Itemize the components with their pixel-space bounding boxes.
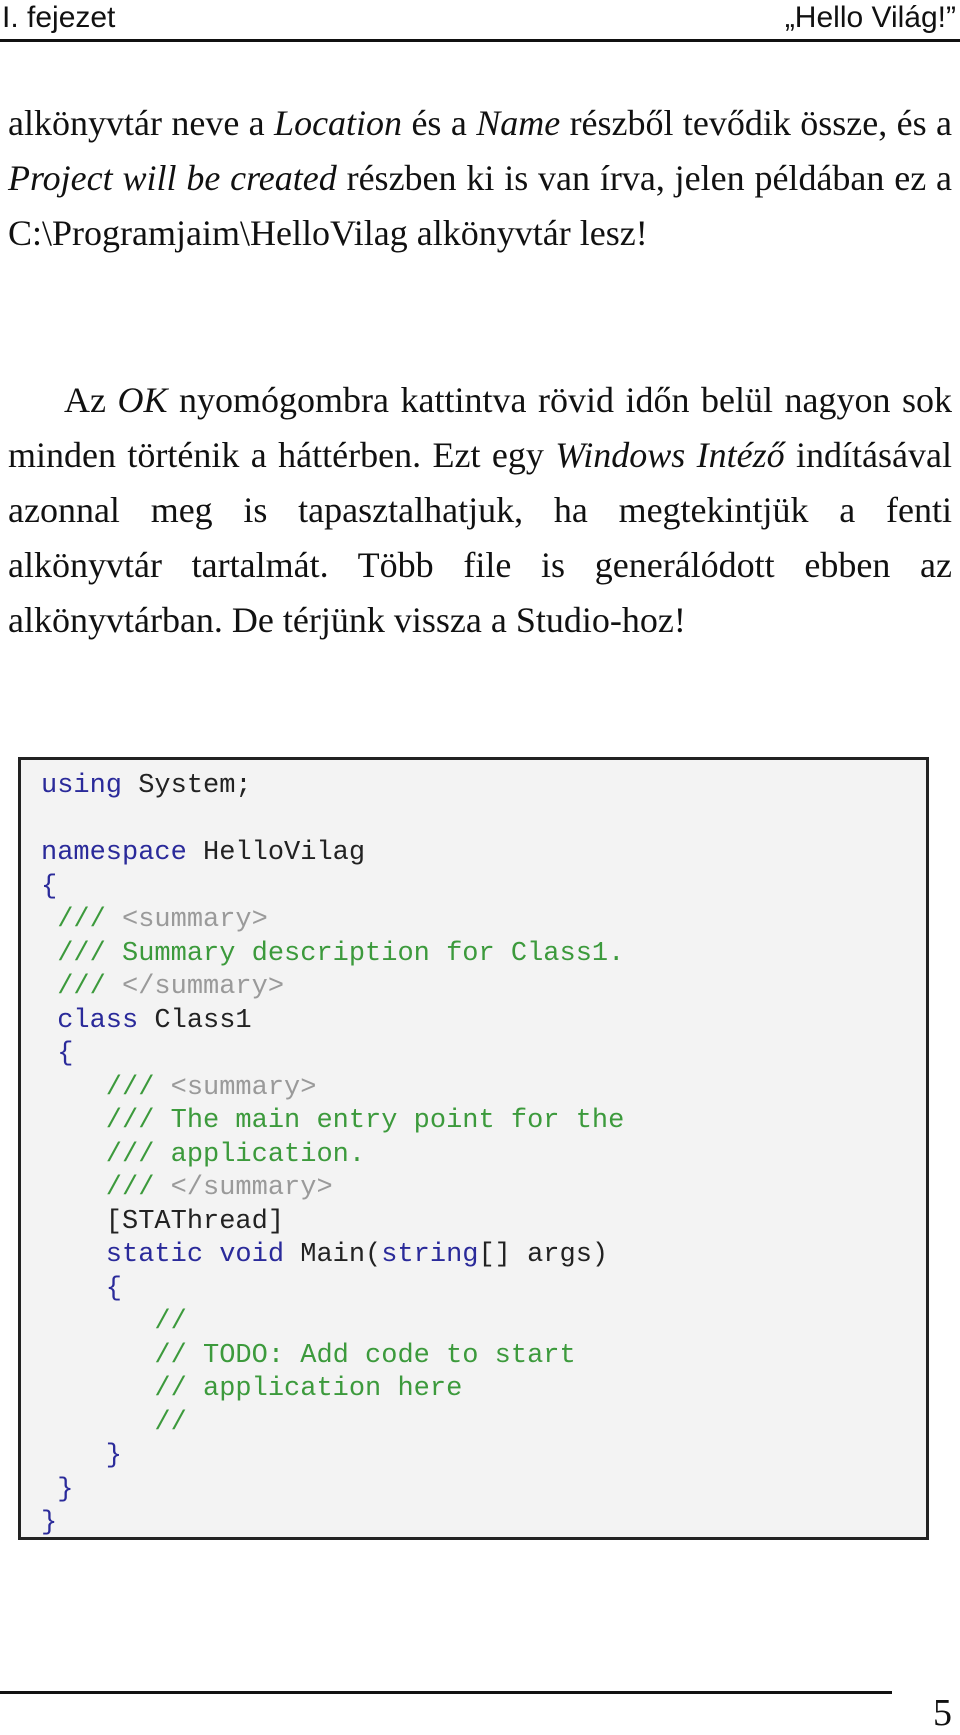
xml-tag: </summary> — [170, 1173, 333, 1203]
comment: /// — [41, 1072, 171, 1103]
comment: /// — [41, 1139, 171, 1170]
chapter-label: I. fejezet — [2, 1, 116, 34]
comment: /// — [41, 972, 123, 1002]
keyword: class — [41, 1005, 139, 1036]
code-line — [41, 1407, 926, 1441]
code-line — [41, 1340, 926, 1374]
page-header — [0, 0, 960, 42]
comment: // application here — [41, 1374, 463, 1404]
code-text: HelloVilag — [186, 838, 366, 868]
brace: { — [41, 1039, 74, 1069]
paragraph-ok-button — [8, 373, 952, 648]
xml-tag: <summary> — [122, 905, 268, 935]
code-line-blank — [41, 804, 926, 838]
comment: // — [41, 1407, 187, 1438]
comment: /// — [41, 1173, 171, 1203]
comment: Summary description for Class1. — [122, 938, 625, 969]
code-text: Class1 — [138, 1005, 252, 1036]
comment: The main entry point for the — [170, 1106, 625, 1136]
keyword: string — [381, 1240, 479, 1270]
keyword: void — [219, 1240, 285, 1270]
code-line — [41, 1306, 926, 1340]
code-text: System; — [122, 771, 252, 801]
paragraph-location — [8, 96, 952, 261]
code-line — [41, 971, 926, 1005]
comment: /// — [41, 938, 123, 969]
code-listing — [18, 757, 929, 1540]
page-number: 5 — [933, 1692, 952, 1734]
code-line — [41, 837, 926, 871]
code-text — [203, 1240, 219, 1270]
code-line — [41, 871, 926, 905]
italic-term: OK — [117, 380, 168, 420]
code-line — [41, 1139, 926, 1173]
italic-term: Project will be created — [8, 158, 337, 198]
text-run: nyomógombra kattintva rövid időn belül nagyon sok minden történik a háttérben. Ezt egy — [8, 380, 952, 475]
keyword: using — [41, 771, 123, 801]
brace: } — [41, 1441, 123, 1471]
code-line — [41, 1172, 926, 1206]
brace: { — [41, 871, 58, 902]
code-line — [41, 770, 926, 804]
code-line — [41, 1440, 926, 1474]
xml-tag: <summary> — [170, 1072, 317, 1103]
code-line — [41, 1273, 926, 1307]
code-line — [41, 1072, 926, 1106]
code-line — [41, 1373, 926, 1407]
comment: // — [41, 1307, 187, 1337]
code-line — [41, 1507, 926, 1541]
italic-term: Windows Intéző — [555, 435, 785, 475]
keyword: namespace — [41, 838, 187, 868]
xml-tag: </summary> — [122, 972, 285, 1002]
text-run: részből tevődik össze, és a — [560, 103, 952, 143]
chapter-title: „Hello Világ!” — [784, 1, 956, 34]
text-run: alkönyvtár neve a — [8, 103, 275, 143]
code-line — [41, 1239, 926, 1273]
comment: /// — [41, 905, 123, 935]
text-run: és a — [402, 103, 477, 143]
italic-term: Location — [274, 103, 403, 143]
code-line — [41, 1038, 926, 1072]
comment: // TODO: Add code to start — [41, 1340, 576, 1371]
brace: } — [41, 1508, 58, 1538]
text-run: indításával azonnal meg is tapasztalhatjuk, ha megtekintjük a fenti alkönyvtár tartalmát. Több file is generálódott ebben az alkönyvtárban. De térjünk vissza a Studio-hoz! — [8, 435, 952, 640]
code-line — [41, 1474, 926, 1508]
code-line — [41, 904, 926, 938]
text-run: Az — [64, 380, 118, 420]
footer-rule — [0, 1691, 892, 1694]
text-run: részben ki is van írva, jelen példában ez a C:\Programjaim\HelloVilag alkönyvtár lesz! — [8, 158, 953, 253]
italic-term: Name — [476, 103, 561, 143]
code-line — [41, 1005, 926, 1039]
keyword: static — [41, 1240, 204, 1270]
comment: application. — [170, 1139, 366, 1170]
brace: { — [41, 1273, 123, 1304]
attribute: [STAThread] — [41, 1206, 285, 1237]
code-text: Main( — [284, 1240, 382, 1270]
code-line — [41, 938, 926, 972]
code-text: [] args) — [478, 1240, 609, 1270]
brace: } — [41, 1474, 74, 1505]
code-line — [41, 1105, 926, 1139]
code-line — [41, 1206, 926, 1240]
comment: /// — [41, 1106, 171, 1136]
